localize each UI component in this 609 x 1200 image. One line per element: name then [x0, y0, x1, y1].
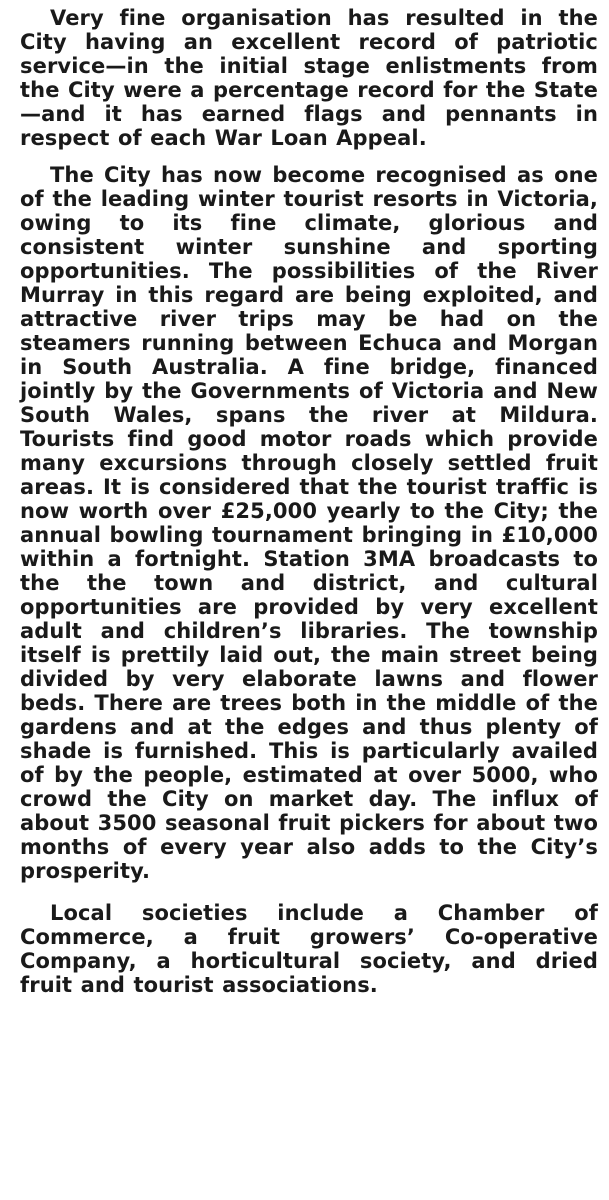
- document-page: [20, 6, 598, 997]
- paragraph-tourist-resort: The City has now become recognised as one of the leading winter tourist resorts in Victoria, owing to its fine climate, glorious and consistent winter sunshine and sporting opportunities. The possibilities of the River Murray in this regard are being exploited, and attractive river trips may be had on the steamers running between Echuca and Morgan in South Australia. A fine bridge, financed jointly by the Governments of Victoria and New South Wales, spans the river at Mildura. Tourists find good motor roads which provide many excursions through closely settled fruit areas. It is considered that the tourist traffic is now worth over £25,000 yearly to the City; the annual bowling tournament bringing in £10,000 within a fortnight. Station 3MA broadcasts to the the town and district, and cultural opportunities are provided by very excellent adult and children’s libraries. The township itself is prettily laid out, the main street being divided by very elaborate lawns and flower beds. There are trees both in the middle of the gardens and at the edges and thus plenty of shade is furnished. This is particularly availed of by the people, estimated at over 5000, who crowd the City on market day. The influx of about 3500 seasonal fruit pickers for about two months of every year also adds to the City’s prosperity.: [20, 163, 598, 883]
- paragraph-local-societies: Local societies include a Chamber of Commerce, a fruit growers’ Co-operative Company, a horticultural society, and dried fruit and tourist associations.: [20, 901, 598, 997]
- paragraph-patriotic-service: Very fine organisation has resulted in the City having an excellent record of patriotic service—in the initial stage enlistments from the City were a percentage record for the State—and it has earned flags and pennants in respect of each War Loan Appeal.: [20, 6, 598, 150]
